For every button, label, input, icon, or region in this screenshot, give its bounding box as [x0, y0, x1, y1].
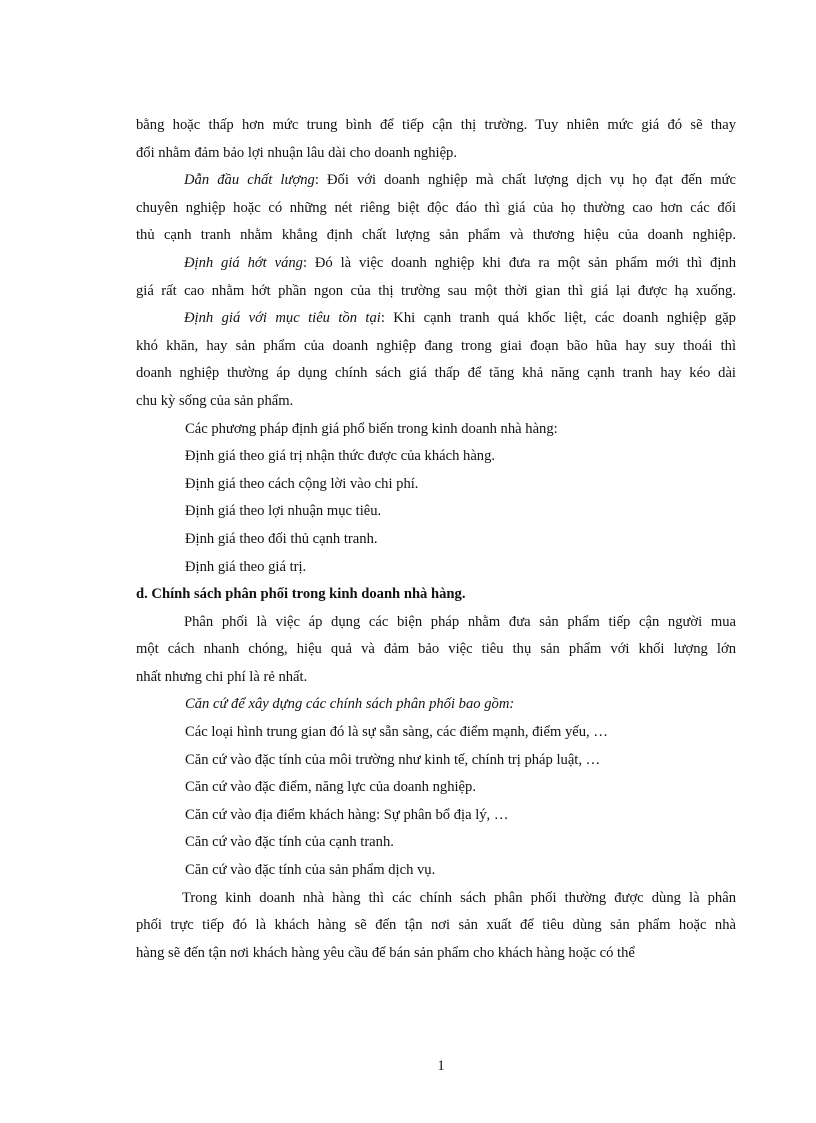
- text-line: một cách nhanh chóng, hiệu quả và đảm bảo việc tiêu thụ sản phẩm với khối lượng lớn: [136, 641, 736, 658]
- text-fragment: : Đó là việc doanh nghiệp khi đưa ra một sản phẩm mới thì định: [302, 254, 736, 271]
- text-line: doanh nghiệp thường áp dụng chính sách giá thấp để tăng khả năng cạnh tranh hay kéo dài: [136, 365, 736, 382]
- paragraph-survival-pricing: [136, 305, 736, 415]
- methods-intro: Các phương pháp định giá phổ biến trong kinh doanh nhà hàng:: [185, 420, 558, 437]
- text-line: phối trực tiếp đó là khách hàng sẽ đến tận nơi sản xuất để tiêu dùng sản phẩm hoặc nhà: [136, 917, 736, 934]
- paragraph-skimming-pricing: [136, 250, 736, 305]
- list-item: Căn cứ vào đặc tính của sản phẩm dịch vụ.: [185, 862, 436, 879]
- text-line: Trong kinh doanh nhà hàng thì các chính sách phân phối thường được dùng là phân: [182, 889, 736, 906]
- page-body: [136, 112, 736, 967]
- list-item: Căn cứ vào đặc tính của môi trường như kinh tế, chính trị pháp luật, …: [185, 751, 601, 768]
- text-line: khó khăn, hay sản phẩm của doanh nghiệp đang trong giai đoạn bão hũa hay suy thoái thì: [136, 337, 736, 354]
- text-line: chu kỳ sống của sản phẩm.: [136, 392, 294, 409]
- basis-heading: Căn cứ để xây dựng các chính sách phân phối bao gồm:: [185, 696, 515, 713]
- term-skimming-pricing: Định giá hớt váng: [184, 254, 303, 271]
- text-line: chuyên nghiệp hoặc có những nét riêng biệt độc đáo thì giá của họ thường cao hơn các đối: [136, 199, 736, 216]
- pricing-methods-list: [136, 443, 736, 581]
- paragraph-distribution-definition: [136, 609, 736, 692]
- term-quality-leadership: Dẫn đầu chất lượng: [184, 172, 315, 189]
- text-line: Phân phối là việc áp dụng các biện pháp nhằm đưa sản phẩm tiếp cận người mua: [184, 613, 736, 630]
- text-line: [136, 305, 736, 333]
- list-item: Định giá theo cách cộng lời vào chi phí.: [185, 475, 419, 492]
- text-line: [136, 250, 736, 278]
- text-line: giá rất cao nhằm hớt phần ngon của thị trường sau một thời gian thì giá lại được hạ xuống.: [136, 282, 736, 299]
- text-line: bằng hoặc thấp hơn mức trung bình để tiếp cận thị trường. Tuy nhiên mức giá đó sẽ thay: [136, 117, 736, 133]
- list-item: Căn cứ vào đặc điểm, năng lực của doanh nghiệp.: [185, 779, 476, 796]
- paragraph-pricing-continuation: [136, 112, 736, 167]
- section-heading: d. Chính sách phân phối trong kinh doanh nhà hàng.: [136, 586, 466, 603]
- list-item: Định giá theo giá trị.: [185, 558, 307, 575]
- text-line: nhất nhưng chi phí là rẻ nhất.: [136, 668, 308, 685]
- paragraph-direct-distribution: [136, 885, 736, 968]
- term-survival-pricing: Định giá với mục tiêu tồn tại: [184, 310, 381, 327]
- text-fragment: : Khi cạnh tranh quá khốc liệt, các doanh nghiệp gặp: [380, 310, 736, 327]
- list-item: Các loại hình trung gian đó là sự sẵn sàng, các điểm mạnh, điểm yếu, …: [185, 724, 608, 741]
- text-fragment: : Đối với doanh nghiệp mà chất lượng dịch vụ họ đạt đến mức: [314, 172, 736, 189]
- page-number: 1: [437, 1058, 445, 1074]
- list-item: Định giá theo đối thủ cạnh tranh.: [185, 530, 378, 547]
- text-line: [136, 167, 736, 195]
- list-item: Định giá theo giá trị nhận thức được của khách hàng.: [185, 448, 496, 465]
- distribution-basis-list: [136, 719, 736, 885]
- list-item: Căn cứ vào đặc tính của cạnh tranh.: [185, 834, 394, 851]
- paragraph-quality-leadership: [136, 167, 736, 250]
- list-item: Định giá theo lợi nhuận mục tiêu.: [185, 503, 382, 520]
- text-line: hàng sẽ đến tận nơi khách hàng yêu cầu để bán sản phẩm cho khách hàng hoặc có thể: [136, 944, 635, 961]
- text-line: đổi nhằm đảm bảo lợi nhuận lâu dài cho doanh nghiệp.: [136, 144, 458, 161]
- list-item: Căn cứ vào địa điểm khách hàng: Sự phân bổ địa lý, …: [185, 806, 509, 823]
- text-line: thủ cạnh tranh nhằm khẳng định chất lượng sản phẩm và thương hiệu của doanh nghiệp.: [136, 227, 736, 244]
